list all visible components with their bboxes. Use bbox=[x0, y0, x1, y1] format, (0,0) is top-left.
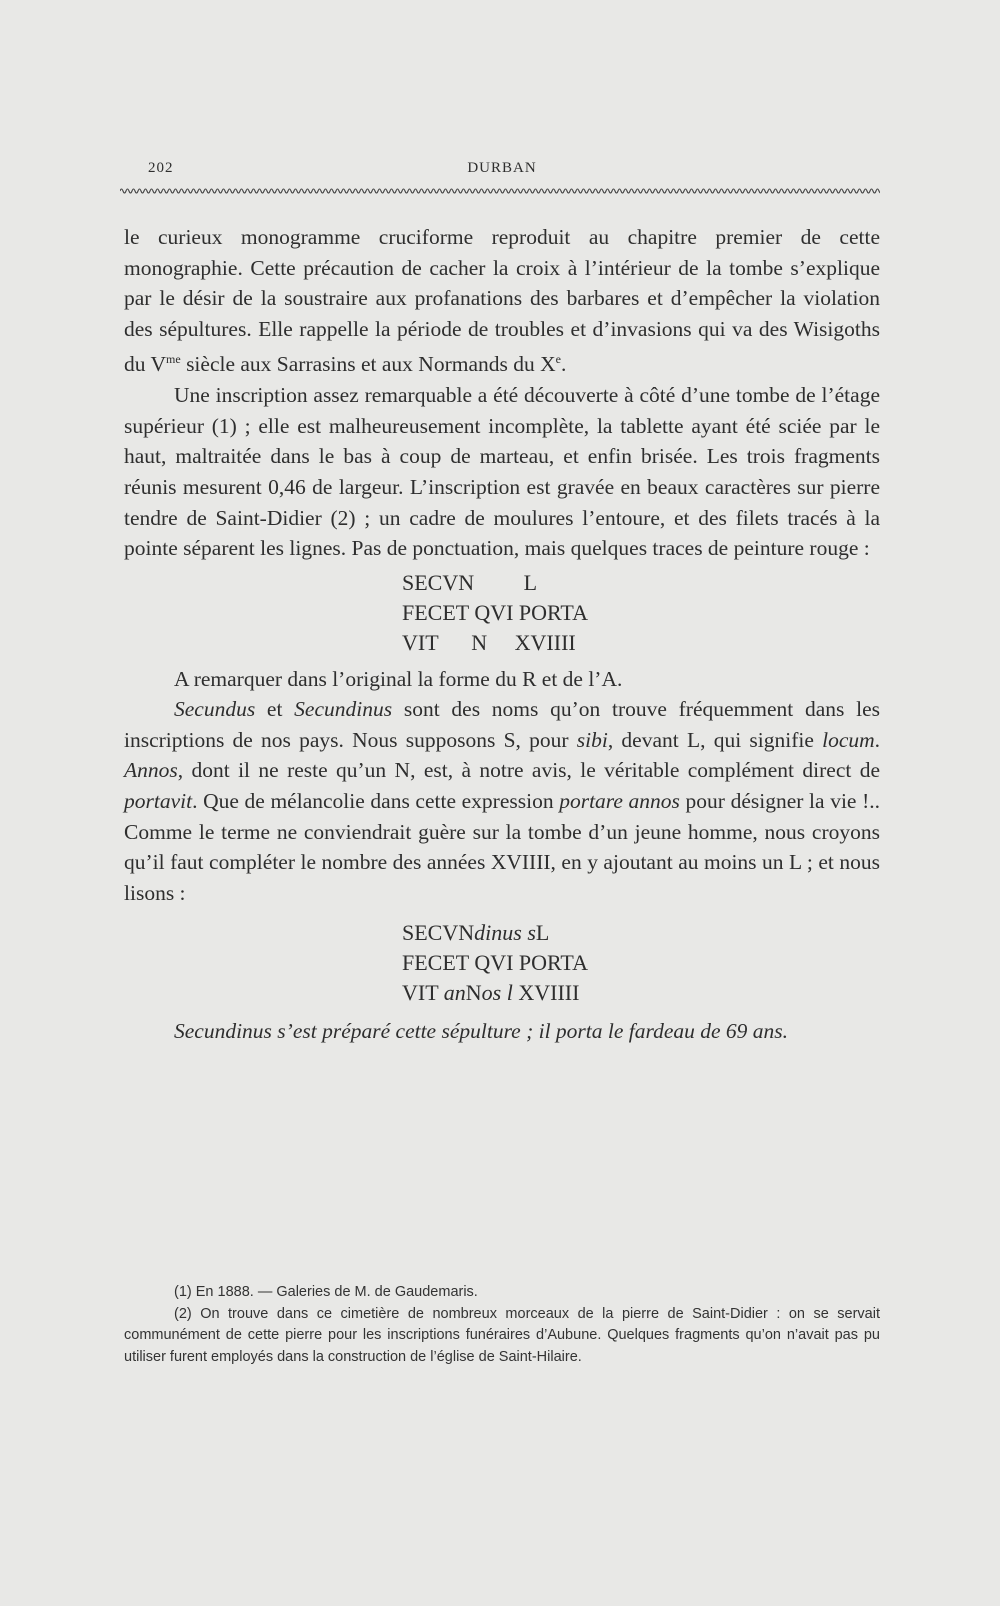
page-number: 202 bbox=[148, 160, 174, 176]
inscription-line: SECVN L bbox=[402, 569, 538, 595]
inscription-line: FECET QVI PORTA bbox=[402, 599, 588, 625]
wavy-rule bbox=[120, 186, 880, 196]
footnote-2: (2) On trouve dans ce cimetière de nombreux morceaux de la pierre de Saint-Didier : on se servait communément de cette pierre pour les inscriptions funéraires d’Aubune. Quelques fragments qu’on n’avait pas pu utiliser furent employés dans la construction de l’église de Saint-Hilaire. bbox=[124, 1305, 880, 1365]
inscription-line: VIT anNos l XVIIII bbox=[402, 980, 580, 1006]
paragraph-1: le curieux monogramme cruciforme reproduit au chapitre premier de cette monographie. Cette précaution de cacher la croix à l’intérieur de la tombe s’explique par le désir de la soustraire aux profanations des barbares et d’empêcher la violation des sépultures. Elle rappelle la période de troubles et d’invasions qui va des Wisigoths du $V^{me}$ siècle aux Sarrasins et aux Normands du Xe. bbox=[124, 225, 880, 377]
main-text bbox=[124, 222, 880, 1047]
paragraph-2: Une inscription assez remarquable a été découverte à côté d’une tombe de l’étage supérieur (1) ; elle est malheureusement incomplète, la tablette ayant été sciée par le haut, maltraitée dans le bas à coup de marteau, et enfin brisée. Les trois fragments réunis mesurent 0,46 de largeur. L’inscription est gravée en beaux caractères sur pierre tendre de Saint-Didier (2) ; un cadre de moulures l’entoure, et des filets tracés à la pointe séparent les lignes. Pas de ponctuation, mais quelques traces de peinture rouge : bbox=[124, 383, 880, 561]
inscription-restored bbox=[124, 918, 880, 1008]
paragraph-4: Secundus et Secundinus sont des noms qu’on trouve fréquemment dans les inscriptions de nos pays. Nous supposons S, pour sibi, devant L, qui signifie locum. Annos, dont il ne reste qu’un N, est, à notre avis, le véritable complément direct de portavit. Que de mélancolie dans cette expression portare annos pour désigner la vie !.. Comme le terme ne conviendrait guère sur la tombe d’un jeune homme, nous croyons qu’il faut compléter le nombre des années XVIIII, en y ajoutant au moins un L ; et nous lisons : bbox=[124, 697, 881, 905]
inscription-line: SECVNdinus sL bbox=[402, 920, 550, 946]
paragraph-5: Secundinus s’est préparé cette sépulture ; il porta le fardeau de 69 ans. bbox=[174, 1019, 789, 1044]
inscription-original bbox=[124, 568, 880, 658]
footnotes bbox=[124, 1282, 880, 1368]
footnote-1: (1) En 1888. — Galeries de M. de Gaudemaris. bbox=[174, 1284, 478, 1300]
page-header bbox=[124, 160, 880, 184]
running-title: DURBAN bbox=[467, 160, 537, 176]
paragraph-3: A remarquer dans l’original la forme du R et de l’A. bbox=[174, 666, 623, 691]
inscription-line: VIT N XVIIII bbox=[402, 629, 576, 655]
inscription-line: FECET QVI PORTA bbox=[402, 950, 588, 976]
